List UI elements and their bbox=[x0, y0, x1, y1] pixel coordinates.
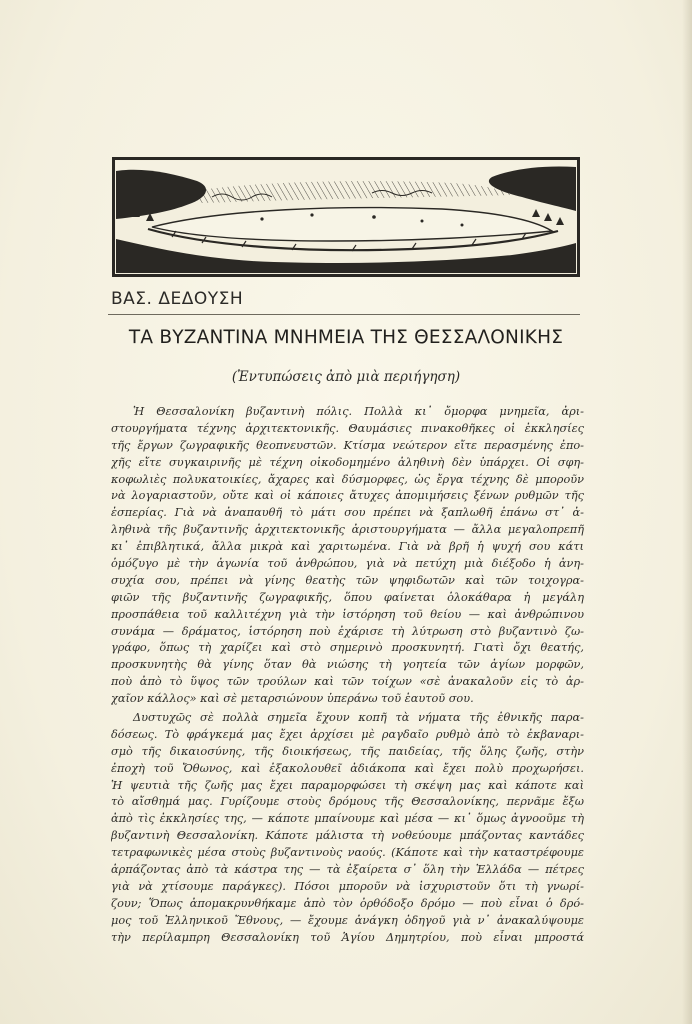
text-line: ζουν; Ὅπως ἀπομακρυνθήκαμε ἀπὸ τὸν ὀρθόδοξο δρόμο — ποὺ εἶναι ὁ δρό- bbox=[111, 896, 584, 910]
text-line: συνάμα — δράματος, ἱστόρηση ποὺ ἐχάρισε τὴ λύτρωση στὸ βυζαντινὸ ζω- bbox=[111, 624, 584, 638]
text-line: νὰ λογαριαστοῦν, οὔτε καὶ οἱ κάποιες ἄτυχες ἀπομιμήσεις ξένων ρυθμῶν τῆς bbox=[111, 489, 584, 503]
text-line: ληθινὰ τῆς βυζαντινῆς ἀρχιτεκτονικῆς ἀριστουργήματα — ἄλλα μεγαλοπρεπῆ bbox=[111, 523, 584, 537]
text-line: Ἡ ψευτιὰ τῆς ζωῆς μας ἔχει παραμορφώσει τὴ σκέψη μας καὶ κάποτε καὶ bbox=[111, 778, 584, 792]
landscape-engraving-icon bbox=[112, 157, 580, 277]
text-line: γράφο, ὅπως τὴ χαρίζει καὶ στὸ σημερινὸ προσκυνητή. Γιατὶ ὄχι θεατής, bbox=[111, 641, 584, 655]
text-line: ποὺ ἀπὸ τὸ ὕψος τῶν τρούλων καὶ τῶν τοίχων «σὲ ἀνακαλοῦν εἰς τὸ ἀρ- bbox=[111, 675, 584, 689]
paragraph-1 bbox=[111, 404, 584, 708]
text-line: σμὸ τῆς δικαιοσύνης, τῆς διοικήσεως, τῆς παιδείας, τῆς ὅλης ζωῆς, στὴν bbox=[111, 744, 584, 758]
article-title: ΤΑ ΒΥΖΑΝΤΙΝΑ ΜΝΗΜΕΙΑ ΤΗΣ ΘΕΣΣΑΛΟΝΙΚΗΣ bbox=[128, 327, 564, 348]
text-line: δόσεως. Τὸ φράγκεμά μας ἔχει ἀρχίσει μὲ ραγδαῖο ρυθμὸ ἀπὸ τὸ ἐκβαναρι- bbox=[111, 727, 584, 741]
article-body bbox=[111, 404, 584, 947]
paragraph-2 bbox=[111, 710, 584, 946]
text-line: μος τοῦ Ἑλληνικοῦ Ἔθνους, — ἔχουμε ἀνάγκη ὁδηγοῦ γιὰ ν᾿ ἀνακαλύψουμε bbox=[111, 913, 584, 927]
text-line: φιῶν τῆς βυζαντινῆς ζωγραφικῆς, ὅπου φαίνεται ὁλοκάθαρα ἡ μεγάλη bbox=[111, 590, 584, 604]
text-line: τὸ αἴσθημά μας. Γυρίζουμε στοὺς δρόμους τῆς Θεσσαλονίκης, περνᾶμε ἔξω bbox=[111, 795, 584, 809]
author-name: ΒΑΣ. ΔΕΔΟΥΣΗ bbox=[111, 289, 244, 309]
text-line: Ἡ Θεσσαλονίκη βυζαντινὴ πόλις. Πολλὰ κι᾿ ὄμορφα μνημεῖα, ἀρι- bbox=[133, 405, 584, 418]
text-line: συχία σου, πρέπει νὰ γίνης θεατὴς τῶν ψηφιδωτῶν καὶ τῶν τοιχογρα- bbox=[111, 573, 584, 587]
text-line: τὴν περίλαμπρη Θεσσαλονίκη τοῦ Ἁγίου Δημητρίου, ποὺ εἶναι μπροστά bbox=[111, 930, 584, 944]
text-line: ὁμόζυγο μὲ τὴν ἀγωνία τοῦ ἀνθρώπου, γιὰ νὰ πετύχη μιὰ διέξοδο ἡ ἀνη- bbox=[111, 557, 584, 571]
text-line: χῆς εἴτε συγκαιρινῆς μὲ τέχνη οἰκοδομημένο ἀληθινὴ δὲν ὑπάρχει. Οἱ σφη- bbox=[111, 455, 584, 469]
text-line: ἀπὸ τὶς ἐκκλησίες της, — κάποτε μπαίνουμε καὶ μέσα — κι᾿ ὅμως ἀγνοοῦμε τὴ bbox=[111, 812, 584, 826]
text-line: Δυστυχῶς σὲ πολλὰ σημεῖα ἔχουν κοπῆ τὰ νήματα τῆς ἐθνικῆς παρα- bbox=[133, 711, 584, 725]
text-line: χαῖον κάλλος» καὶ σὲ μεταρσιώνουν ὑπεράνω τοῦ ἑαυτοῦ σου. bbox=[111, 692, 474, 706]
text-line: τετραφωνικὲς μέσα στοὺς βυζαντινοὺς ναούς. (Κάποτε καὶ τὴν καταστρέφουμε bbox=[111, 846, 584, 860]
page-edge-shadow bbox=[682, 0, 692, 1024]
text-line: ἑσπερίας. Γιὰ νὰ ἀναπαυθῆ τὸ μάτι σου πρέπει νὰ ξαπλωθῆ ἐπάνω στ᾿ ἀ- bbox=[111, 506, 584, 520]
text-line: προσπάθεια τοῦ καλλιτέχνη γιὰ τὴν ἱστόρηση τοῦ θείου — καὶ ἀνθρώπινου bbox=[111, 607, 584, 621]
text-line: βυζαντινὴ Θεσσαλονίκη. Κάποτε μάλιστα τὴ νοθεύουμε μπάζοντας καντάδες bbox=[111, 829, 584, 843]
text-line: προσκυνητὴς θὰ γίνης ὅταν θὰ νιώσης τὴ γοητεία τῶν ἁγίων μορφῶν, bbox=[111, 658, 584, 672]
text-line: κι᾿ ἐπιβλητικά, ἄλλα μικρὰ καὶ χαριτωμένα. Γιὰ νὰ βρῆ ἡ ψυχή σου κάτι bbox=[111, 540, 584, 554]
text-line: κοφωλιὲς πολυκατοικίες, ἄχαρες καὶ δύσμορφες, ὡς ἔργα τέχνης δὲ μποροῦν bbox=[111, 472, 584, 486]
article-subtitle: (Ἐντυπώσεις ἀπὸ μιὰ περιήγηση) bbox=[231, 369, 461, 385]
text-line: ἐποχὴ τοῦ Ὄθωνος, καὶ ἐξακολουθεῖ ἀδιάκοπα καὶ ἔχει πολὺ προχωρήσει. bbox=[111, 761, 584, 775]
text-line: στουργήματα τέχνης ἀρχιτεκτονικῆς. Θαυμάσιες πινακοθῆκες οἱ ἐκκλησίες bbox=[111, 421, 584, 435]
author-divider bbox=[108, 314, 580, 315]
text-line: γιὰ νὰ χτίσουμε παράγκες). Πόσοι μποροῦν νὰ ἰσχυριστοῦν ὅτι τὴ γνωρί- bbox=[111, 879, 584, 893]
text-line: τῆς ἔργων ζωγραφικῆς θεοπνευστῶν. Κτίσμα νεώτερον εἴτε περασμένης ἐπο- bbox=[111, 438, 584, 452]
text-line: ἁρπάζοντας ἀπὸ τὰ κάστρα της — τὰ ἐξαίρετα σ᾿ ὅλη τὴν Ἑλλάδα — πέτρες bbox=[111, 863, 584, 877]
